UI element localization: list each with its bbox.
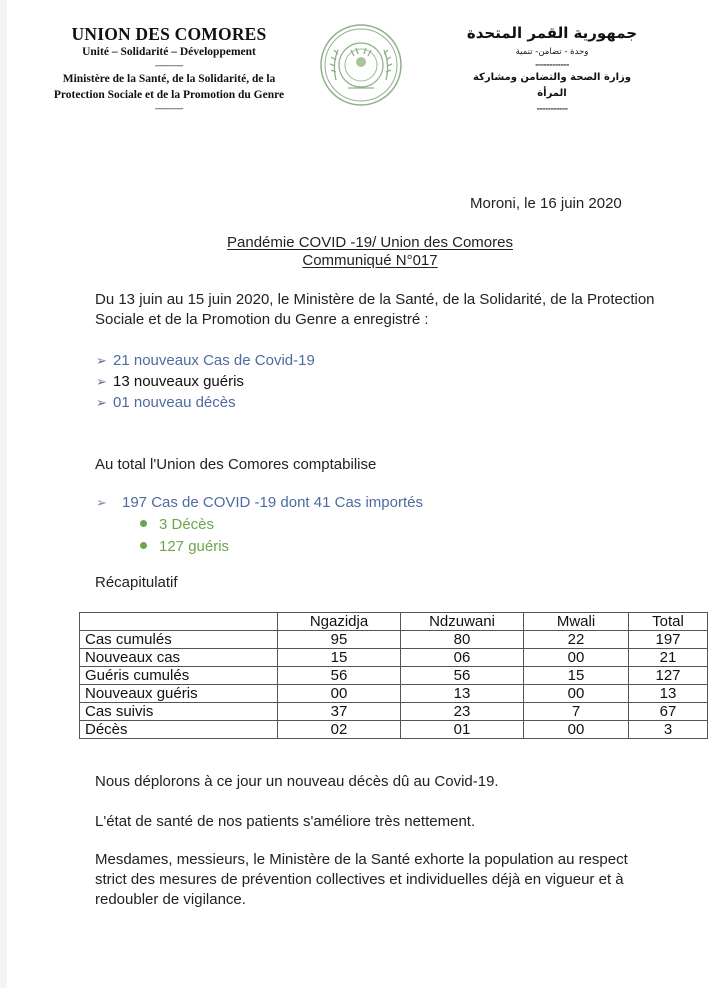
table-cell: 197 bbox=[629, 631, 708, 649]
table-cell: 22 bbox=[524, 631, 629, 649]
sub-list-item-text: 127 guéris bbox=[159, 538, 230, 555]
table-cell: 7 bbox=[524, 703, 629, 721]
arrow-bullet-icon: ➢ bbox=[96, 353, 107, 368]
table-cell: 95 bbox=[278, 631, 401, 649]
header-right bbox=[462, 22, 642, 114]
country-name-arabic: جمهورية القمر المتحدة bbox=[466, 24, 638, 42]
table-cell: 02 bbox=[278, 721, 401, 739]
page-edge bbox=[0, 0, 7, 988]
table-header-row bbox=[80, 613, 708, 631]
ministry-line-2: Protection Sociale et de la Promotion du Genre bbox=[53, 88, 285, 101]
list-item-text: 197 Cas de COVID -19 dont 41 Cas importés bbox=[122, 494, 423, 511]
recap-label: Récapitulatif bbox=[95, 574, 178, 591]
separator: ------------ bbox=[535, 60, 569, 69]
document-date: Moroni, le 16 juin 2020 bbox=[470, 195, 622, 212]
closing-paragraph-2: L'état de santé de nos patients s'améliore très nettement. bbox=[95, 813, 476, 830]
table-cell: 127 bbox=[629, 667, 708, 685]
table-cell: 67 bbox=[629, 703, 708, 721]
table-cell: 00 bbox=[278, 685, 401, 703]
national-motto-arabic: وحدة - تضامن- تنمية bbox=[515, 47, 589, 57]
country-name: UNION DES COMORES bbox=[71, 24, 267, 44]
recap-table bbox=[79, 612, 708, 739]
table-row bbox=[80, 685, 708, 703]
table-row bbox=[80, 649, 708, 667]
closing-paragraph-3: Mesdames, messieurs, le Ministère de la Santé exhorte la population au respect strict des mesures de prévention collectives et individuelles déjà en vigueur et à redoubler de vigilance. bbox=[95, 851, 628, 908]
table-row bbox=[80, 703, 708, 721]
table-row bbox=[80, 721, 708, 739]
table-cell: 21 bbox=[629, 649, 708, 667]
table-header-cell: Mwali bbox=[524, 613, 629, 631]
separator: ------------- bbox=[154, 61, 184, 70]
separator: ----------- bbox=[536, 104, 568, 113]
table-cell: 56 bbox=[401, 667, 524, 685]
table-cell: 23 bbox=[401, 703, 524, 721]
sub-list-item bbox=[96, 536, 423, 558]
separator: ------------- bbox=[154, 104, 184, 113]
title-line-2: Communiqué N°017 bbox=[302, 252, 438, 269]
list-item-text: 21 nouveaux Cas de Covid-19 bbox=[113, 352, 315, 369]
table-cell: 37 bbox=[278, 703, 401, 721]
ministry-name-arabic: وزارة الصحة والتضامن ومشاركة المرأة bbox=[472, 72, 632, 99]
row-label: Décès bbox=[80, 721, 278, 739]
list-item-text: 01 nouveau décès bbox=[113, 394, 236, 411]
national-seal-emblem-icon bbox=[318, 22, 404, 108]
title-line-1: Pandémie COVID -19/ Union des Comores bbox=[227, 234, 513, 251]
ministry-name bbox=[24, 72, 314, 103]
list-item bbox=[96, 350, 315, 371]
table-cell: 15 bbox=[278, 649, 401, 667]
row-label: Guéris cumulés bbox=[80, 667, 278, 685]
dot-bullet-icon bbox=[140, 542, 147, 549]
row-label: Cas suivis bbox=[80, 703, 278, 721]
arrow-bullet-icon: ➢ bbox=[96, 374, 107, 389]
totals-list bbox=[96, 492, 423, 558]
table-cell: 80 bbox=[401, 631, 524, 649]
row-label: Nouveaux cas bbox=[80, 649, 278, 667]
ministry-line-1: Ministère de la Santé, de la Solidarité, de la bbox=[62, 73, 276, 85]
closing-paragraph-1: Nous déplorons à ce jour un nouveau décès dû au Covid-19. bbox=[95, 773, 499, 790]
table-cell: 00 bbox=[524, 685, 629, 703]
arrow-bullet-icon: ➢ bbox=[96, 495, 107, 510]
table-cell: 15 bbox=[524, 667, 629, 685]
table-cell: 56 bbox=[278, 667, 401, 685]
new-cases-list bbox=[96, 350, 315, 413]
table-cell: 13 bbox=[401, 685, 524, 703]
intro-paragraph: Du 13 juin au 15 juin 2020, le Ministère de la Santé, de la Solidarité, de la Protection Sociale et de la Promotion du Genre a enregistré : bbox=[95, 291, 655, 328]
national-motto: Unité – Solidarité – Développement bbox=[82, 46, 256, 58]
document-title bbox=[170, 234, 570, 270]
table-cell: 01 bbox=[401, 721, 524, 739]
table-row bbox=[80, 631, 708, 649]
dot-bullet-icon bbox=[140, 520, 147, 527]
totals-label: Au total l'Union des Comores comptabilise bbox=[95, 456, 377, 473]
header-left bbox=[24, 24, 314, 114]
table-header-cell: Ngazidja bbox=[278, 613, 401, 631]
list-item-text: 13 nouveaux guéris bbox=[113, 373, 244, 390]
sub-list-item-text: 3 Décès bbox=[159, 516, 215, 533]
arrow-bullet-icon: ➢ bbox=[96, 395, 107, 410]
table-header-cell: Total bbox=[629, 613, 708, 631]
table-row bbox=[80, 667, 708, 685]
table-header-cell: Ndzuwani bbox=[401, 613, 524, 631]
row-label: Nouveaux guéris bbox=[80, 685, 278, 703]
table-cell: 3 bbox=[629, 721, 708, 739]
list-item bbox=[96, 392, 315, 413]
list-item bbox=[96, 492, 423, 514]
table-header-cell bbox=[80, 613, 278, 631]
table-cell: 06 bbox=[401, 649, 524, 667]
row-label: Cas cumulés bbox=[80, 631, 278, 649]
table-cell: 00 bbox=[524, 649, 629, 667]
table-cell: 00 bbox=[524, 721, 629, 739]
table-cell: 13 bbox=[629, 685, 708, 703]
sub-list-item bbox=[96, 514, 423, 536]
list-item bbox=[96, 371, 315, 392]
